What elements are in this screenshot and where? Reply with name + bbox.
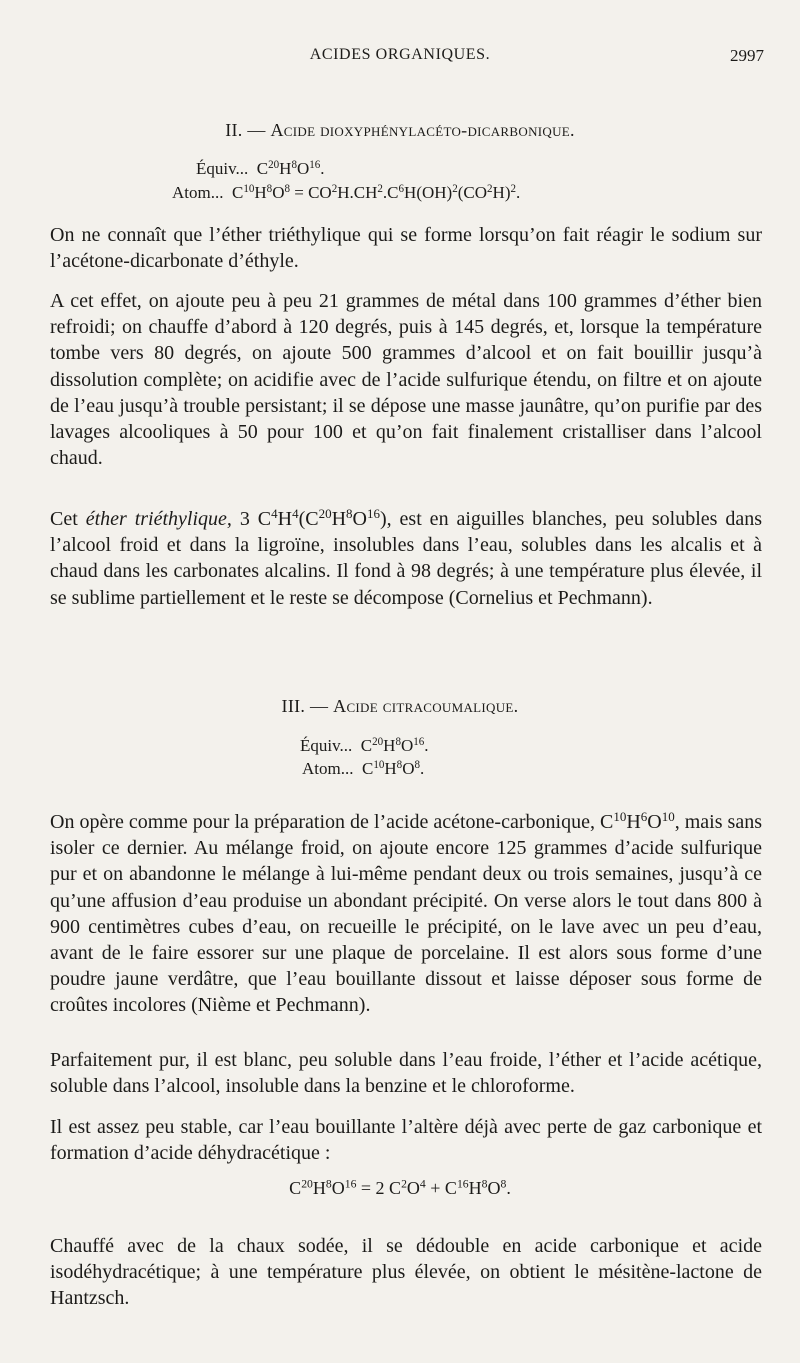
- atom-formula-iii: Atom... $C^{10}H^8O^8$.: [302, 758, 425, 778]
- section-ii-number: II. —: [225, 120, 271, 140]
- section-iii-number: III. —: [281, 696, 334, 716]
- paragraph: On ne connaît que l’éther triéthylique qui se forme lorsqu’on fait réagir le sodium sur l’acétone-dicarbonate d’éthyle.: [50, 224, 762, 273]
- equiv-label: Équiv...: [196, 159, 249, 178]
- equiv-label: Équiv...: [300, 736, 353, 755]
- paragraph: A cet effet, on ajoute peu à peu 21 grammes de métal dans 100 grammes d’éther bien refroidi; on chauffe d’abord à 120 degrés, puis à 145 degrés, et, lorsque la température tombe vers 80 degrés, on ajoute 500 grammes d’alcool et on fait bouillir jusqu’à dissolution complète; on acidifie avec de l’acide sulfurique étendu, on filtre et on ajoute de l’eau jusqu’à trouble persistant; il se dépose une masse jaunâtre, qu’on purifie par des lavages alcooliques à 50 pour 100 et qu’on fait finalement cristalliser dans l’alcool chaud.: [50, 290, 762, 470]
- paragraph: Cet éther triéthylique, 3 $C^4H^4(C^{20}H^8O^{16})$, est en aiguilles blanches, peu solubles dans l’alcool froid et dans la ligroïne, insolubles dans l’eau, solubles dans les alcalis et à chaud dans les carbonates alcalins. Il fond à 98 degrés; à une température plus élevée, il se sublime partiellement et le reste se décompose (Cornelius et Pechmann).: [50, 505, 762, 609]
- running-head: [0, 46, 800, 70]
- atom-formula-ii: Atom... $C^{10}H^8O^8 = CO^2H.CH^2.C^6H(OH)^2(CO^2H)^2$.: [172, 182, 521, 202]
- paragraph: On opère comme pour la préparation de l’acide acétone-carbonique, $C^{10}H^6O^{10}$, mais sans isoler ce dernier. Au mélange froid, on ajoute encore 125 grammes d’acide sulfurique pur et on abandonne le mélange à lui-même pendant deux ou trois semaines, jusqu’à ce qu’une affusion d’eau produise un abondant précipité. On verse alors le tout dans 800 à 900 centimètres cubes d’eau, on recueille le précipité, on le lave avec un peu d’eau, avant de le faire essorer sur une plaque de porcelaine. Il est alors sous forme d’une poudre jaune verdâtre, que l’eau bouillante dissout et laisse déposer sous forme de croûtes incolores (Nième et Pechmann).: [50, 808, 762, 1017]
- section-ii-title: Acide dioxyphénylacéto-dicarbonique.: [270, 120, 575, 140]
- running-title: ACIDES ORGANIQUES.: [309, 46, 491, 63]
- section-iii-title: Acide citracoumalique.: [333, 696, 519, 716]
- paragraph: Il est assez peu stable, car l’eau bouillante l’altère déjà avec perte de gaz carbonique et formation d’acide déhydracétique :: [50, 1116, 762, 1165]
- paragraph: Chauffé avec de la chaux sodée, il se dédouble en acide carbonique et acide isodéhydracétique; à une température plus élevée, on obtient le mésitène-lactone de Hantzsch.: [50, 1235, 762, 1310]
- italic-term: éther triéthylique,: [85, 508, 232, 530]
- text-run: Cet: [50, 508, 86, 530]
- page-number: 2997: [730, 46, 764, 65]
- equiv-formula-iii: Équiv... $C^{20}H^8O^{16}$.: [300, 735, 429, 755]
- atom-label: Atom...: [172, 183, 224, 202]
- section-ii-heading: [0, 120, 800, 141]
- equiv-formula-ii: Équiv... $C^{20}H^8O^{16}$.: [196, 158, 325, 178]
- text-run: On opère comme pour la préparation de l’acide acétone-carbonique,: [50, 811, 600, 833]
- text-run: , mais sans isoler ce dernier. Au mélange froid, on ajoute encore 125 grammes d’acide sulfurique pur et on abandonne le mélange à lui-même pendant deux ou trois semaines, jusqu’à ce qu’une affusion d’eau produise un abondant précipité. On verse alors le tout dans 800 à 900 centimètres cubes d’eau, on recueille le précipité, on le lave avec un peu d’eau, avant de le faire essorer sur une plaque de porcelaine. Il est alors sous forme d’une poudre jaune verdâtre, que l’eau bouillante dissout et laisse déposer sous forme de croûtes incolores (Nième et Pechmann).: [50, 811, 762, 1017]
- text-run: ), est en aiguilles blanches, peu solubles dans l’alcool froid et dans la ligroïne, insolubles dans l’eau, solubles dans les alcalis et à chaud dans les carbonates alcalins. Il fond à 98 degrés; à une température plus élevée, il se sublime partiellement et le reste se décompose (Cornelius et Pechmann).: [50, 508, 762, 609]
- section-iii-heading: [0, 696, 800, 717]
- decomposition-equation: $C^{20}H^8O^{16} = 2$ $C^2O^4 + C^{16}H^8O^8$.: [289, 1177, 511, 1198]
- paragraph: Parfaitement pur, il est blanc, peu soluble dans l’eau froide, l’éther et l’acide acétique, soluble dans l’alcool, insoluble dans la benzine et le chloroforme.: [50, 1049, 762, 1098]
- atom-label: Atom...: [302, 759, 354, 778]
